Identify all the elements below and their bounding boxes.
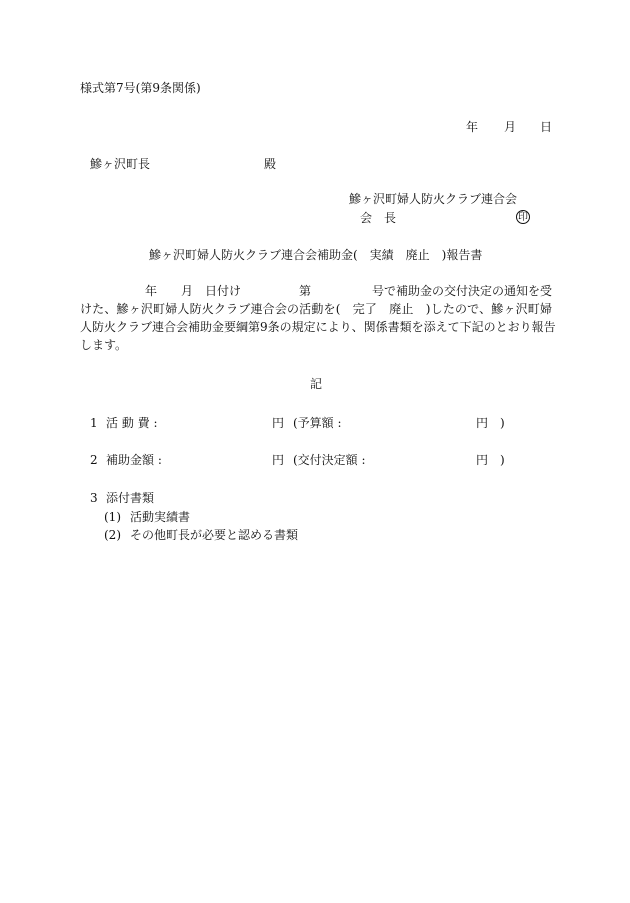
sender-title: 会 長: [360, 211, 397, 225]
sender-organization: 鰺ヶ沢町婦人防火クラブ連合会: [349, 192, 518, 206]
body-dai: 第: [299, 284, 312, 298]
addressee-name: 鰺ヶ沢町長: [90, 157, 151, 171]
date-month: 月: [504, 120, 517, 134]
date-year: 年: [466, 120, 479, 134]
item-paren-label: (交付決定額 :: [293, 453, 366, 467]
attachments-label: 添付書類: [106, 491, 155, 505]
item-label: 補助金額 :: [106, 453, 162, 467]
attachment-item-text: その他町長が必要と認める書類: [130, 528, 299, 542]
seal-stamp: 印: [518, 212, 528, 223]
item-number: 2: [90, 453, 98, 467]
item-paren-yen: 円 ): [476, 453, 505, 467]
item-paren-yen: 円 ): [476, 416, 505, 430]
date-day: 日: [540, 120, 553, 134]
body-line-4: します。: [80, 338, 128, 352]
addressee-honorific: 殿: [264, 157, 277, 171]
body-month: 月: [181, 284, 194, 298]
item-paren-label: (予算額 :: [293, 416, 342, 430]
item-label: 活 動 費 :: [106, 416, 158, 430]
body-year: 年: [145, 284, 158, 298]
item-number: 1: [90, 416, 98, 430]
form-number: 様式第7号(第9条関係): [80, 81, 201, 95]
body-day: 日付け: [205, 284, 242, 298]
body-line-3: 人防火クラブ連合会補助金要綱第9条の規定により、関係書類を添えて下記のとおり報告: [80, 320, 556, 334]
item-yen: 円: [272, 416, 285, 430]
body-line1-tail: 号で補助金の交付決定の通知を受: [372, 284, 553, 298]
attachments-number: 3: [90, 491, 98, 505]
body-line-2: けた、鰺ヶ沢町婦人防火クラブ連合会の活動を( 完了 廃止 )したので、鰺ヶ沢町婦: [80, 302, 552, 316]
attachment-item-text: 活動実績書: [130, 510, 191, 524]
ki-heading: 記: [310, 377, 323, 391]
attachment-item-number: (1): [104, 510, 121, 524]
item-yen: 円: [272, 453, 285, 467]
attachment-item-number: (2): [104, 528, 121, 542]
document-title: 鰺ヶ沢町婦人防火クラブ連合会補助金( 実績 廃止 )報告書: [149, 248, 483, 262]
